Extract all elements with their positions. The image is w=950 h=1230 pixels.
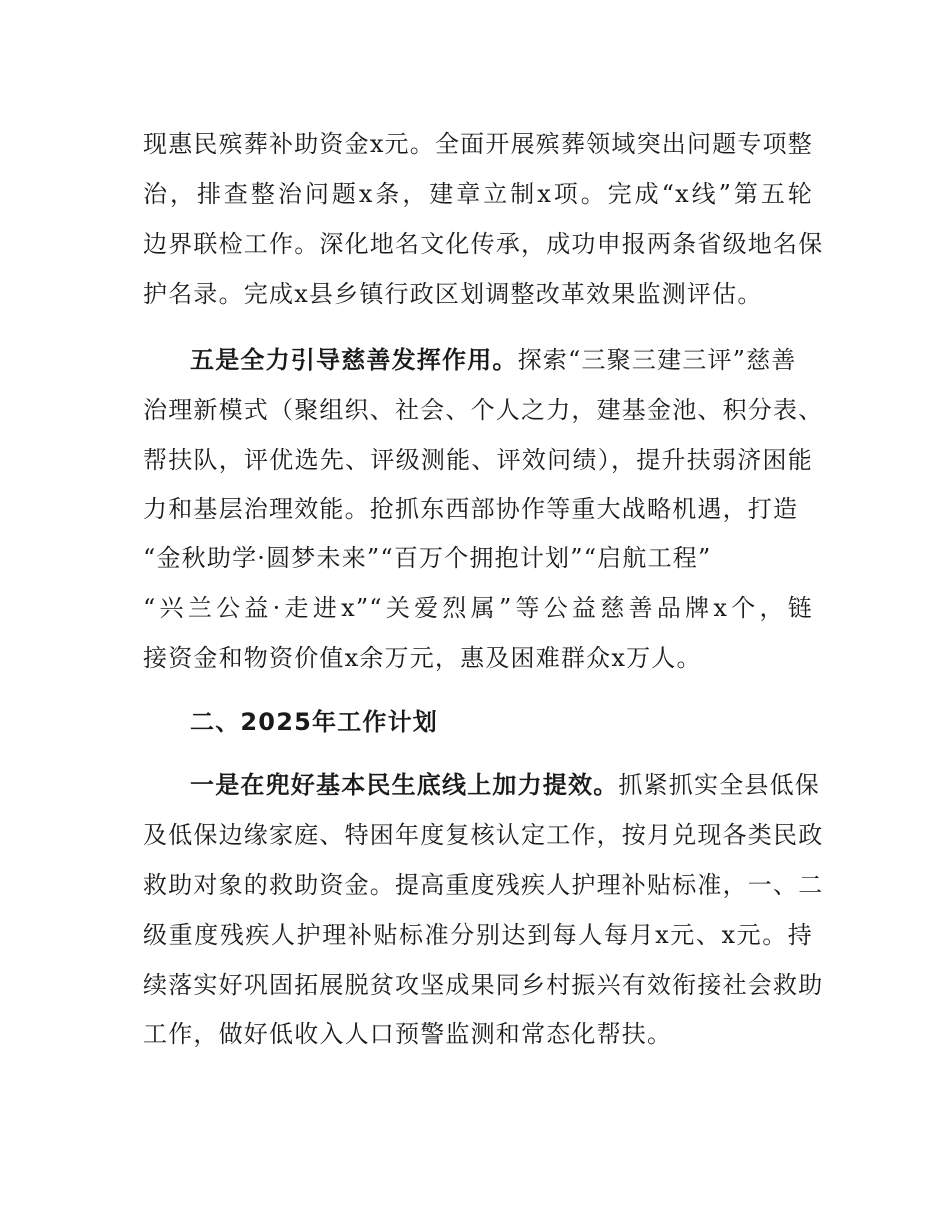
- paragraph-lead-bold: 五是全力引导慈善发挥作用。: [190, 346, 518, 374]
- section-heading: 二、2025年工作计划: [190, 708, 438, 736]
- paragraph-line: 工作，做好低收入人口预警监测和常态化帮扶。: [143, 1020, 673, 1048]
- paragraph-first-line: [190, 342, 813, 378]
- paragraph-text: 抓紧抓实全县低保: [618, 771, 821, 799]
- paragraph-line: 治，排查整治问题x条，建章立制x项。完成“x线”第五轮: [143, 180, 813, 208]
- paragraph-text: 探索“三聚三建三评”慈善: [517, 346, 797, 374]
- paragraph-line: “兴兰公益·走进x”“关爱烈属”等公益慈善品牌x个，链: [143, 594, 813, 622]
- paragraph-first-line: [190, 767, 821, 803]
- paragraph-line: 现惠民殡葬补助资金x元。全面开展殡葬领域突出问题专项整: [143, 130, 813, 158]
- paragraph-line: 力和基层治理效能。抢抓东西部协作等重大战略机遇，打造: [143, 495, 799, 523]
- paragraph-lead-bold: 一是在兜好基本民生底线上加力提效。: [190, 771, 619, 799]
- paragraph-line: 接资金和物资价值x余万元，惠及困难群众x万人。: [143, 644, 702, 672]
- paragraph-line: 治理新模式（聚组织、社会、个人之力，建基金池、积分表、: [143, 396, 824, 424]
- paragraph-line: 续落实好巩固拓展脱贫攻坚成果同乡村振兴有效衔接社会救助: [143, 971, 824, 999]
- paragraph-line: 级重度残疾人护理补贴标准分别达到每人每月x元、x元。持: [143, 921, 813, 949]
- paragraph-line: 护名录。完成x县乡镇行政区划调整改革效果监测评估。: [143, 280, 763, 308]
- paragraph-line: 边界联检工作。深化地名文化传承，成功申报两条省级地名保: [143, 230, 824, 258]
- paragraph-line: 救助对象的救助资金。提高重度残疾人护理补贴标准，一、二: [143, 871, 824, 899]
- paragraph-line: 帮扶队，评优选先、评级测能、评效问绩），提升扶弱济困能: [143, 446, 813, 474]
- paragraph-line: 及低保边缘家庭、特困年度复核认定工作，按月兑现各类民政: [143, 821, 824, 849]
- paragraph-line: “金秋助学·圆梦未来”“百万个拥抱计划”“启航工程”: [143, 544, 712, 572]
